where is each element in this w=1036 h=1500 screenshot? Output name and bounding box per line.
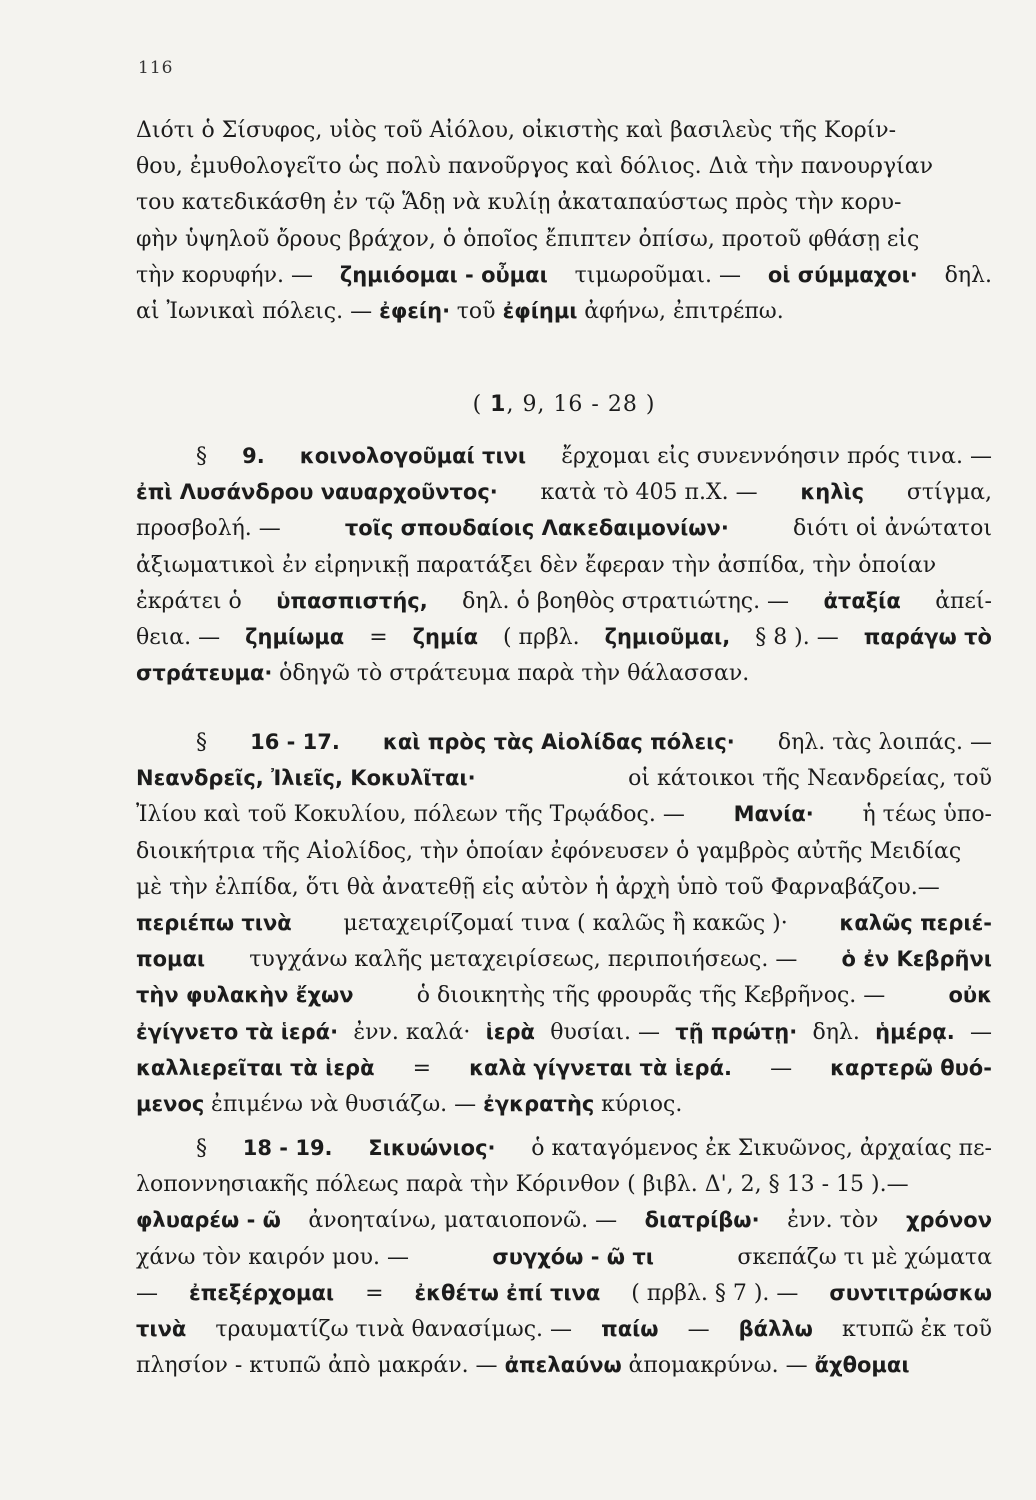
- headword: ἐφείη·: [379, 298, 451, 323]
- gloss-text: μὲ τὴν ἐλπίδα, ὅτι θὰ ἀνατεθῇ εἰς αὐτὸν ἡ ἀρχὴ ὑπὸ τοῦ Φαρναβάζου.—: [136, 874, 940, 900]
- gloss-text: —: [969, 1019, 992, 1045]
- paragraph-section-18-19: [136, 1136, 992, 1389]
- text-line: [136, 1317, 992, 1353]
- text-line: [136, 875, 992, 911]
- text-line: [136, 1056, 992, 1092]
- text-line: [136, 802, 992, 838]
- text-line: [136, 983, 992, 1019]
- text-line: [136, 589, 992, 625]
- headword: ὑπασπιστής,: [276, 588, 428, 613]
- headword: ὁ ἐν Κεβρῆνι: [841, 947, 992, 972]
- gloss-text: θυσίαι. —: [550, 1019, 660, 1045]
- gloss-text: ἐνν. τὸν: [787, 1208, 879, 1234]
- gloss-text: οἱ κάτοικοι τῆς Νεανδρείας, τοῦ: [628, 766, 992, 792]
- text-line: [136, 263, 992, 299]
- headword: διατρίβω·: [644, 1208, 760, 1233]
- gloss-text: ἐπιμένω νὰ θυσιάζω. —: [211, 1091, 477, 1117]
- gloss-text: —: [770, 1055, 793, 1081]
- gloss-text: ὁδηγῶ τὸ στράτευμα παρὰ τὴν θάλασσαν.: [279, 661, 750, 687]
- headword: τῇ πρώτῃ·: [675, 1019, 798, 1044]
- gloss-text: διοικήτρια τῆς Αἰολίδος, τὴν ὁποίαν ἐφόνευσεν ὁ γαμβρὸς αὐτῆς Μειδίας: [136, 838, 962, 864]
- headword: ἐφίημι: [502, 298, 578, 323]
- text-line: [136, 911, 992, 947]
- reference-range: , 9, 16 - 28 ): [506, 392, 656, 417]
- gloss-text: §: [196, 444, 207, 469]
- text-line: [136, 190, 992, 226]
- gloss-text: σκεπάζω τι μὲ χώματα: [737, 1244, 992, 1270]
- headword: ἡμέρᾳ.: [875, 1019, 955, 1044]
- gloss-text: ἐκράτει ὁ: [136, 588, 242, 614]
- headword: καὶ πρὸς τὰς Αἰολίδας πόλεις·: [382, 730, 735, 754]
- headword: 16 - 17.: [250, 730, 340, 754]
- gloss-text: —: [687, 1316, 710, 1342]
- headword: ἀταξία: [823, 588, 901, 613]
- paragraph-section-16-17: [136, 730, 992, 1128]
- gloss-text: κατὰ τὸ 405 π.Χ. —: [540, 480, 758, 506]
- headword: ἐπεξέρχομαι: [188, 1280, 335, 1305]
- gloss-text: κτυπῶ ἐκ τοῦ: [841, 1316, 992, 1342]
- headword: καλῶς περιέ-: [839, 910, 992, 935]
- gloss-text: ἀπομακρύνω. —: [628, 1353, 808, 1379]
- headword: Μανία·: [733, 802, 814, 827]
- headword: ἀπελαύνω: [504, 1353, 622, 1378]
- headword: ἱερὰ: [485, 1019, 535, 1044]
- text-line: [136, 766, 992, 802]
- text-line: [136, 1172, 992, 1208]
- text-line: [136, 154, 992, 190]
- headword: καλὰ γίγνεται τὰ ἱερά.: [469, 1055, 732, 1080]
- headword: 18 - 19.: [242, 1136, 333, 1160]
- gloss-text: ἀφήνω, ἐπιτρέπω.: [584, 298, 784, 324]
- gloss-text: φὴν ὑψηλοῦ ὄρους βράχον, ὁ ὁποῖος ἔπιπτεν ὀπίσω, προτοῦ φθάσῃ εἰς: [136, 226, 920, 252]
- gloss-text: λοποννησιακῆς πόλεως παρὰ τὴν Κόρινθον ( βιβλ. Δ', 2, § 13 - 15 ).—: [136, 1172, 909, 1198]
- headword: Νεανδρεῖς, Ἰλιεῖς, Κοκυλῖται·: [136, 766, 476, 791]
- gloss-text: πλησίον - κτυπῶ ἀπὸ μακράν. —: [136, 1353, 498, 1379]
- text-line: [136, 1020, 992, 1056]
- gloss-text: =: [365, 1280, 384, 1306]
- gloss-text: § 8 ). —: [755, 624, 839, 650]
- reference-open: (: [472, 392, 491, 417]
- headword: περιέπω τινὰ: [136, 910, 292, 935]
- gloss-text: δηλ. ὁ βοηθὸς στρατιώτης. —: [462, 588, 790, 614]
- gloss-text: δηλ.: [812, 1019, 860, 1045]
- gloss-text: τοῦ: [456, 298, 496, 324]
- page-number: 116: [138, 58, 174, 78]
- gloss-text: §: [196, 730, 207, 755]
- gloss-text: ἀπεί-: [935, 588, 992, 614]
- gloss-text: =: [412, 1055, 431, 1081]
- gloss-text: τὴν κορυφήν. —: [136, 262, 313, 288]
- gloss-text: τραυματίζω τινὰ θανασίμως. —: [215, 1316, 573, 1342]
- gloss-text: του κατεδικάσθη ἐν τῷ Ἅδῃ νὰ κυλίῃ ἀκαταπαύστως πρὸς τὴν κορυ-: [136, 190, 902, 216]
- text-line: [136, 444, 992, 480]
- headword: τινὰ: [136, 1316, 187, 1341]
- gloss-text: ἀνοηταίνω, ματαιοπονῶ. —: [308, 1208, 618, 1234]
- paragraph-section-9: [136, 444, 992, 697]
- gloss-text: =: [369, 624, 388, 650]
- gloss-text: χάνω τὸν καιρόν μου. —: [136, 1244, 409, 1270]
- headword: παίω: [601, 1316, 659, 1341]
- gloss-text: Ἰλίου καὶ τοῦ Κοκυλίου, πόλεων τῆς Τρῳάδος. —: [136, 802, 685, 828]
- gloss-text: —: [136, 1280, 158, 1306]
- headword: μενος: [136, 1091, 205, 1116]
- headword: στράτευμα·: [136, 661, 273, 686]
- headword: 9.: [242, 444, 265, 468]
- text-line: [136, 730, 992, 766]
- headword: Σικυώνιος·: [368, 1136, 496, 1160]
- text-line: [136, 1208, 992, 1244]
- gloss-text: ὁ καταγόμενος ἐκ Σικυῶνος, ἀρχαίας πε-: [531, 1136, 992, 1161]
- text-line: [136, 1281, 992, 1317]
- text-line: [136, 118, 992, 154]
- gloss-text: ἡ τέως ὑπο-: [862, 802, 992, 828]
- headword: κηλὶς: [800, 480, 865, 505]
- gloss-text: ὁ διοικητὴς τῆς φρουρᾶς τῆς Κεβρῆνος. —: [416, 983, 886, 1009]
- headword: τοῖς σπουδαίοις Λακεδαιμονίων·: [344, 516, 729, 541]
- text-line: [136, 227, 992, 263]
- gloss-text: δηλ. τὰς λοιπάς. —: [777, 730, 992, 755]
- text-line: [136, 1245, 992, 1281]
- section-reference: [136, 392, 992, 417]
- headword: ζημιοῦμαι,: [604, 624, 731, 649]
- headword: κοινολογοῦμαί τινι: [299, 444, 527, 468]
- gloss-text: §: [196, 1136, 207, 1161]
- headword: ζημία: [412, 624, 479, 649]
- gloss-text: ( πρβλ.: [502, 624, 580, 650]
- headword: ἐπὶ Λυσάνδρου ναυαρχοῦντος·: [136, 480, 498, 505]
- text-line: [136, 947, 992, 983]
- gloss-text: διότι οἱ ἀνώτατοι: [792, 516, 992, 542]
- headword: καρτερῶ θυό-: [830, 1055, 992, 1080]
- gloss-text: ἔρχομαι εἰς συνεννόησιν πρός τινα. —: [561, 444, 992, 469]
- text-line: [136, 299, 992, 335]
- headword: παράγω τὸ: [863, 624, 992, 649]
- headword: ζημίωμα: [245, 624, 345, 649]
- text-line: [136, 1136, 992, 1172]
- gloss-text: στίγμα,: [906, 480, 992, 506]
- gloss-text: μεταχειρίζομαί τινα ( καλῶς ἢ κακῶς )·: [343, 910, 788, 936]
- text-line: [136, 661, 992, 697]
- gloss-text: θου, ἐμυθολογεῖτο ὡς πολὺ πανοῦργος καὶ δόλιος. Διὰ τὴν πανουργίαν: [136, 154, 933, 180]
- gloss-text: ( πρβλ. § 7 ). —: [631, 1280, 799, 1306]
- headword: χρόνον: [905, 1208, 992, 1233]
- gloss-text: προσβολή. —: [136, 516, 281, 542]
- text-line: [136, 1353, 992, 1389]
- gloss-text: θεια. —: [136, 624, 221, 650]
- headword: βάλλω: [738, 1316, 813, 1341]
- gloss-text: ἐνν. καλά·: [353, 1019, 471, 1045]
- gloss-text: κύριος.: [601, 1091, 683, 1117]
- headword: συντιτρώσκω: [829, 1280, 992, 1305]
- headword: τὴν φυλακὴν ἔχων: [136, 983, 354, 1008]
- headword: καλλιερεῖται τὰ ἱερὰ: [136, 1055, 375, 1080]
- paragraph-sisyphus: [136, 118, 992, 335]
- gloss-text: ἀξιωματικοὶ ἐν εἰρηνικῇ παρατάξει δὲν ἔφεραν τὴν ἀσπίδα, τὴν ὁποίαν: [136, 552, 937, 578]
- headword: φλυαρέω - ῶ: [136, 1208, 281, 1233]
- headword: ἄχθομαι: [814, 1353, 910, 1378]
- headword: οὐκ: [948, 983, 992, 1008]
- text-line: [136, 516, 992, 552]
- headword: συγχόω - ῶ τι: [492, 1244, 654, 1269]
- headword: ζημιόομαι - οὖμαι: [339, 262, 548, 287]
- gloss-text: Διότι ὁ Σίσυφος, υἱὸς τοῦ Αἰόλου, οἰκιστὴς καὶ βασιλεὺς τῆς Κορίν-: [136, 118, 897, 143]
- text-line: [136, 553, 992, 589]
- gloss-text: τυγχάνω καλῆς μεταχειρίσεως, περιποιήσεως. —: [249, 947, 798, 973]
- reference-book: 1: [490, 392, 507, 417]
- headword: οἱ σύμμαχοι·: [767, 262, 918, 287]
- gloss-text: αἱ Ἰωνικαὶ πόλεις. —: [136, 298, 373, 324]
- headword: ἐγίγνετο τὰ ἱερά·: [136, 1019, 339, 1044]
- gloss-text: τιμωροῦμαι. —: [574, 262, 741, 288]
- text-line: [136, 480, 992, 516]
- headword: ἐκθέτω ἐπί τινα: [414, 1280, 601, 1305]
- text-line: [136, 625, 992, 661]
- headword: ἐγκρατὴς: [483, 1091, 595, 1116]
- text-line: [136, 839, 992, 875]
- gloss-text: δηλ.: [944, 262, 992, 288]
- text-line: [136, 1092, 992, 1128]
- headword: πομαι: [136, 947, 206, 972]
